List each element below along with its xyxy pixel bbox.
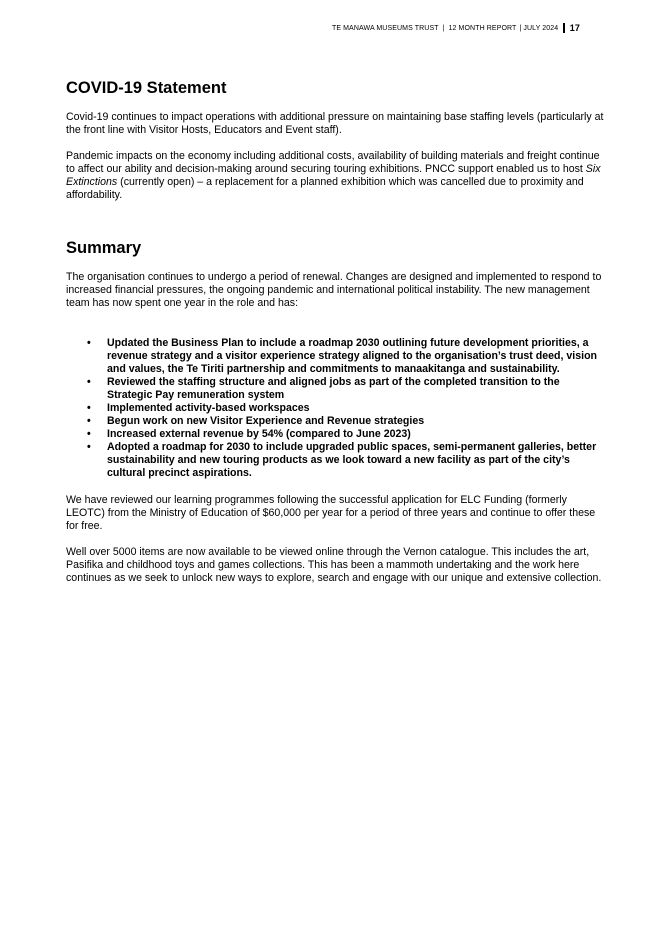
collection-paragraph: Well over 5000 items are now available to be viewed online through the Vernon catalogue. This includes the art, Pasifika and childhood toys and games collections. This has been a mammoth undertaking and the work here continues as we seek to unlock new ways to explore, search and engage with our unique and extensive collection.: [66, 546, 602, 584]
list-item: [66, 376, 606, 402]
covid-paragraph-2: [66, 150, 606, 202]
bullet-icon: •: [87, 402, 91, 414]
covid-paragraph-2-end: (currently open) – a replacement for a planned exhibition which was cancelled due to proximity and affordability.: [66, 176, 584, 201]
header-separator: |: [442, 24, 445, 32]
bullet-icon: •: [87, 415, 91, 427]
list-item-text: Implemented activity-based workspaces: [107, 402, 310, 414]
list-item-text: Increased external revenue by 54% (compared to June 2023): [107, 428, 411, 440]
summary-heading: Summary: [66, 239, 142, 257]
bullet-icon: •: [87, 441, 91, 453]
main-content: [66, 78, 606, 585]
exhibition-title: Six Extinctions: [66, 163, 601, 188]
list-item: [66, 337, 606, 376]
list-item-text: Reviewed the staffing structure and aligned jobs as part of the completed transition to the Strategic Pay remuneration system: [107, 376, 560, 401]
list-item-text: Adopted a roadmap for 2030 to include upgraded public spaces, semi-permanent galleries, better sustainability and new touring products as we look toward a new facility as part of the city’s cultural precinct aspirations.: [107, 441, 597, 479]
bullet-icon: •: [87, 337, 91, 349]
covid-paragraph-1: Covid-19 continues to impact operations with additional pressure on maintaining base staffing levels (particularly at the front line with Visitor Hosts, Educators and Event staff).: [66, 111, 604, 136]
header-date: | JULY 2024: [519, 24, 559, 32]
list-item: [66, 428, 606, 441]
header-report: 12 MONTH REPORT: [448, 24, 517, 32]
page-header: [332, 23, 580, 33]
achievements-list: [66, 337, 606, 480]
bullet-icon: •: [87, 428, 91, 440]
header-divider: [563, 23, 565, 33]
summary-intro: The organisation continues to undergo a period of renewal. Changes are designed and implemented to respond to increased financial pressures, the ongoing pandemic and international political instability. The new management team has now spent one year in the role and has:: [66, 271, 602, 309]
list-item: [66, 402, 606, 415]
learning-paragraph: We have reviewed our learning programmes following the successful application for ELC Funding (formerly LEOTC) from the Ministry of Education of $60,000 per year for a period of three years and continue to offer these for free.: [66, 494, 596, 532]
bullet-icon: •: [87, 376, 91, 388]
page-number: 17: [569, 23, 580, 33]
header-org: TE MANAWA MUSEUMS TRUST: [331, 24, 439, 32]
list-item: [66, 441, 606, 480]
covid-heading: COVID-19 Statement: [66, 79, 227, 97]
list-item: [66, 415, 606, 428]
list-item-text: Begun work on new Visitor Experience and Revenue strategies: [107, 415, 425, 427]
covid-paragraph-2-start: Pandemic impacts on the economy including additional costs, availability of building materials and freight continue to affect our ability and decision-making around securing touring exhibitions. PNCC support enabled us to host: [66, 150, 600, 175]
list-item-text: Updated the Business Plan to include a roadmap 2030 outlining future development priorities, a revenue strategy and a visitor experience strategy aligned to the organisation’s trust deed, vision and values, the Te Tiriti partnership and commitments to manaakitanga and sustainability.: [107, 337, 598, 375]
